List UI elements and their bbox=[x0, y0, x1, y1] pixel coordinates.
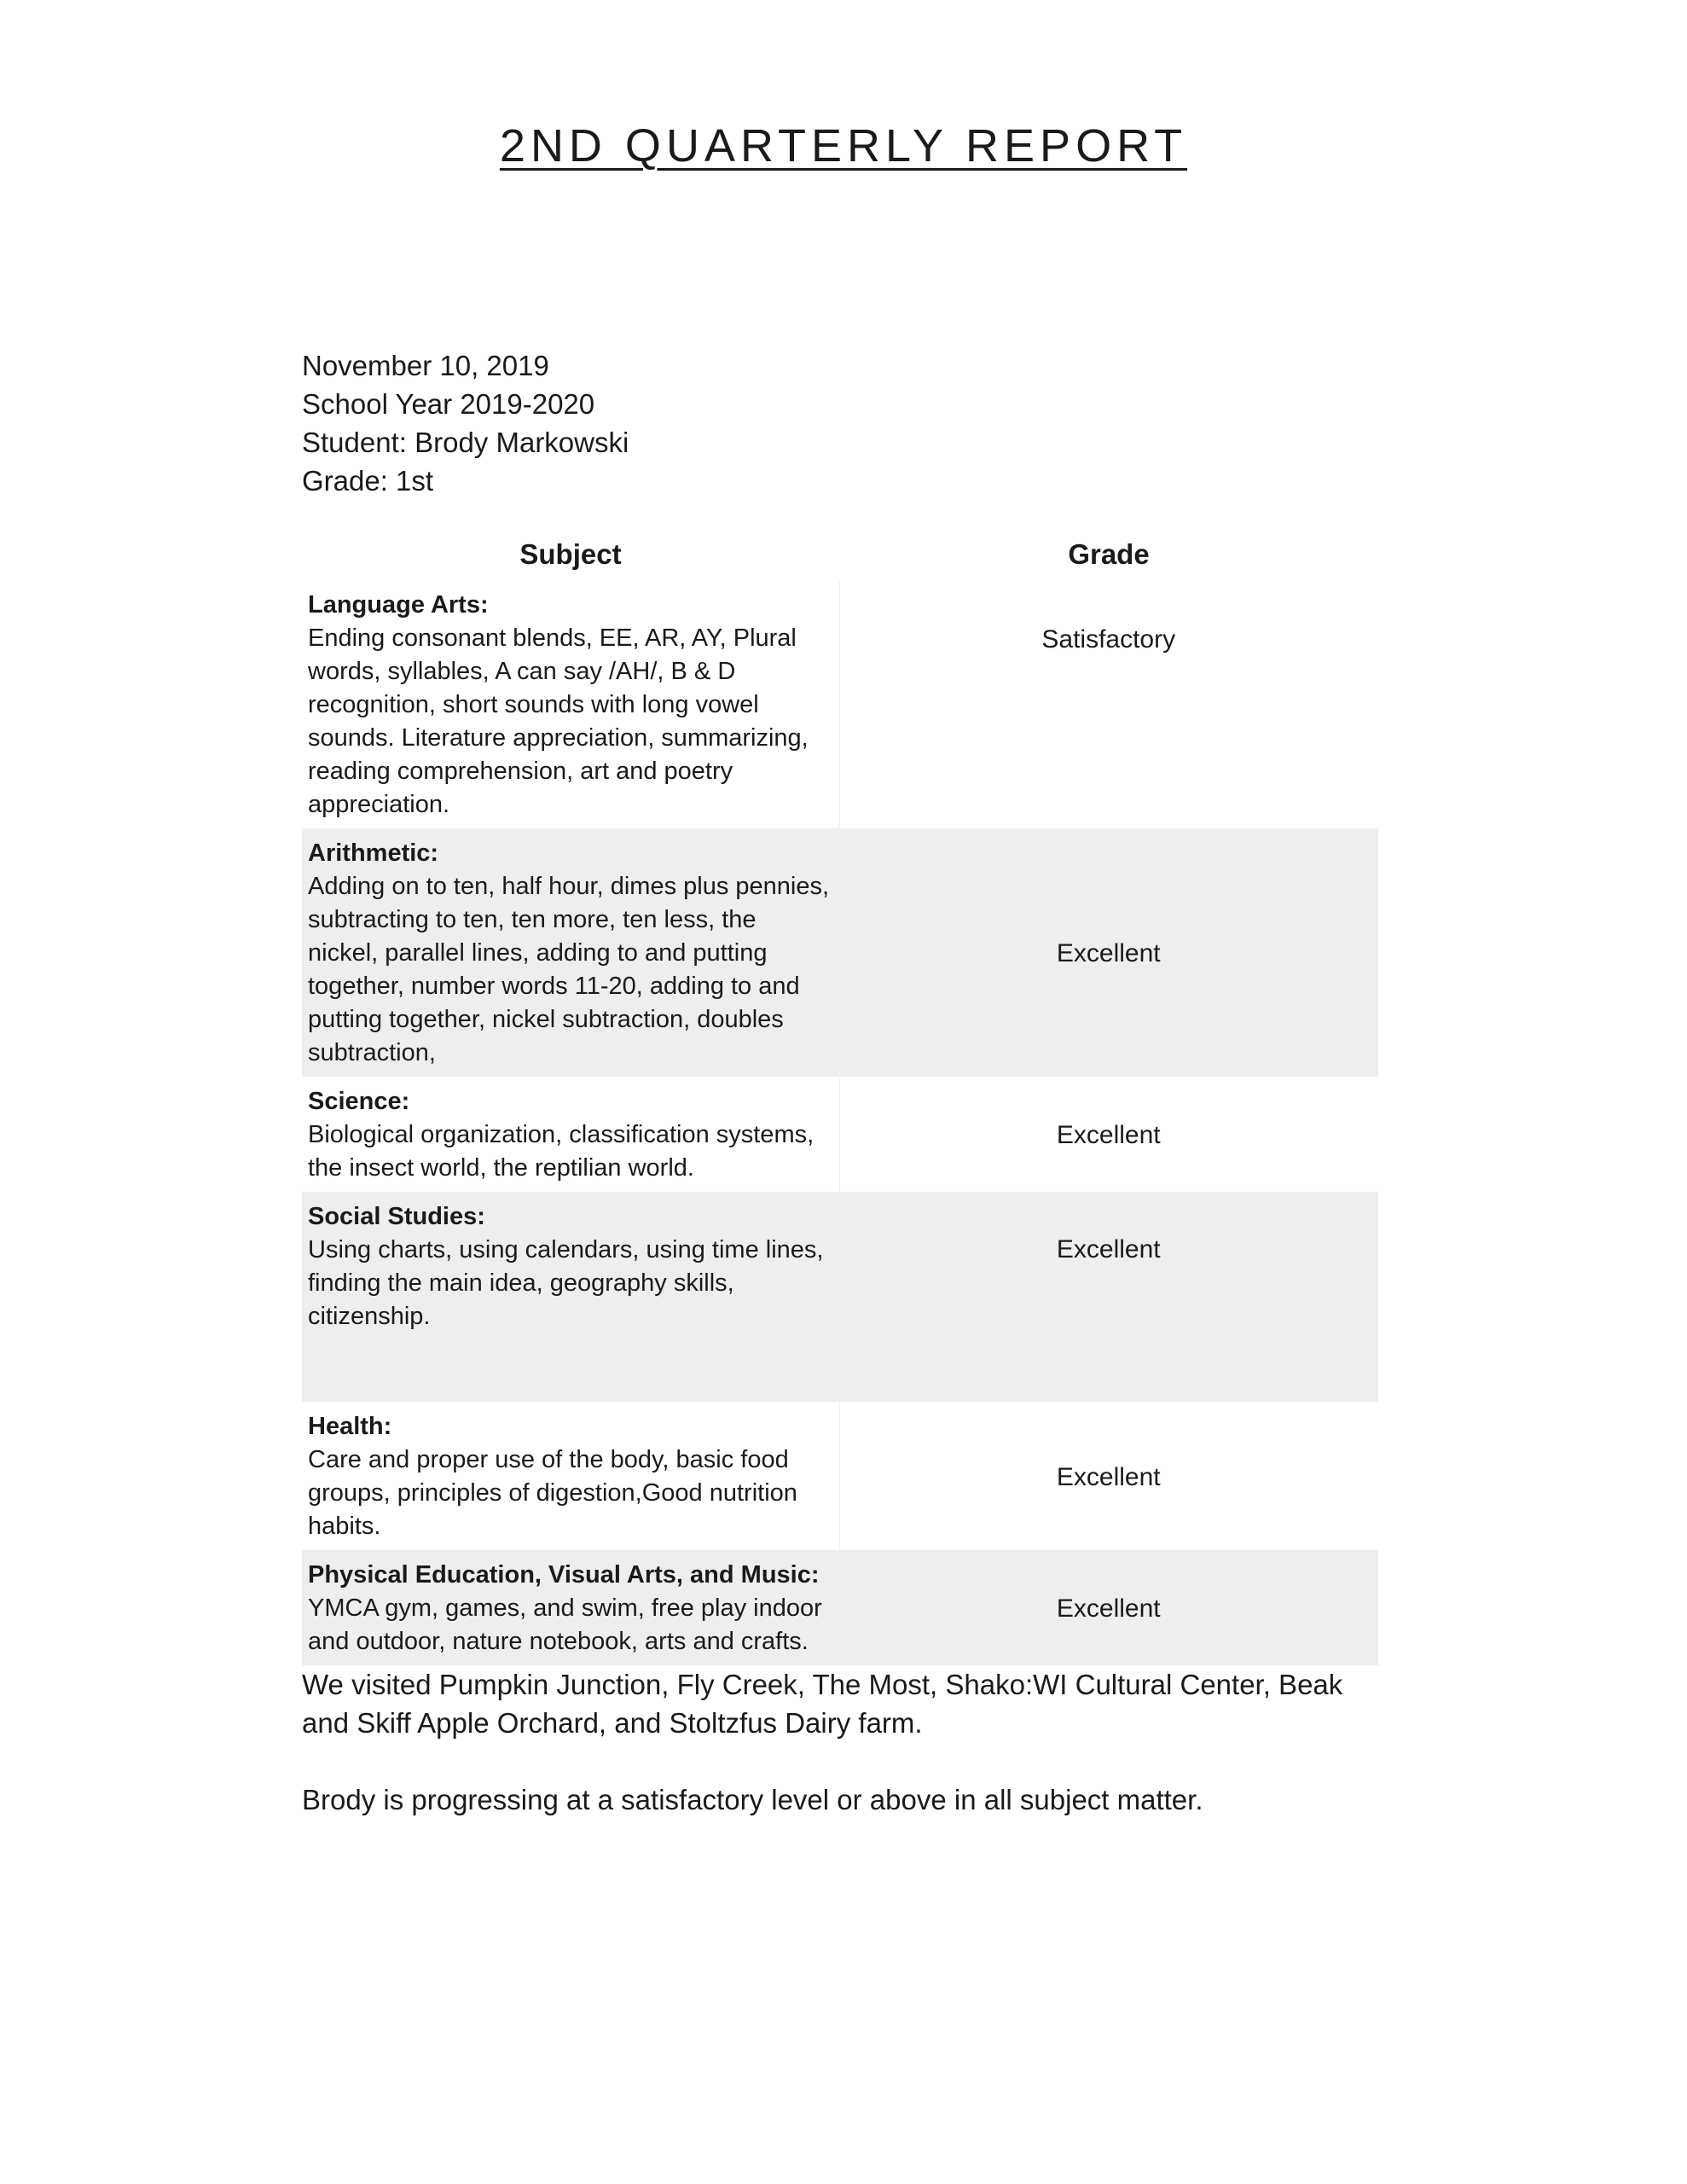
grade-value: Excellent bbox=[839, 1550, 1378, 1665]
table-row bbox=[302, 1077, 1378, 1192]
school-year: School Year 2019-2020 bbox=[302, 388, 595, 420]
subject-description: Biological organization, classification systems, the insect world, the reptilian world. bbox=[308, 1121, 815, 1182]
subject-cell bbox=[302, 1192, 839, 1402]
grade-value: Satisfactory bbox=[1041, 625, 1176, 653]
table-row bbox=[302, 1192, 1378, 1402]
subject-description: Adding on to ten, half hour, dimes plus pennies, subtracting to ten, ten more, ten less, the nickel, parallel lines, adding to and putting together, number words 11-20, adding to and putting together, nickel subtraction, doubles subtraction, bbox=[308, 873, 830, 1066]
subject-name: Physical Education, Visual Arts, and Music: bbox=[308, 1561, 820, 1589]
grade-value: Excellent bbox=[839, 828, 1378, 1077]
subject-description: Care and proper use of the body, basic food groups, principles of digestion,Good nutrition habits. bbox=[308, 1446, 797, 1540]
subject-name: Arithmetic: bbox=[308, 839, 439, 867]
page-title bbox=[0, 119, 1687, 172]
grades-table bbox=[302, 534, 1378, 1665]
subject-cell bbox=[302, 1077, 839, 1192]
table-row bbox=[302, 828, 1378, 1077]
subject-cell bbox=[302, 1402, 839, 1550]
report-meta bbox=[302, 346, 629, 500]
grade-value: Excellent bbox=[1056, 1121, 1161, 1149]
subject-description: YMCA gym, games, and swim, free play indoor and outdoor, nature notebook, arts and crafts. bbox=[308, 1594, 822, 1655]
subject-name: Science: bbox=[308, 1088, 410, 1115]
grade-value: Excellent bbox=[839, 1192, 1378, 1402]
report-notes bbox=[302, 1665, 1385, 1857]
subject-column-header: Subject bbox=[519, 538, 622, 570]
grade-column-header: Grade bbox=[1068, 538, 1150, 570]
subject-description: Ending consonant blends, EE, AR, AY, Plural words, syllables, A can say /AH/, B & D recognition, short sounds with long vowel sounds. Literature appreciation, summarizing, reading comprehension, art and poetry appreciation. bbox=[308, 624, 809, 818]
table-row bbox=[302, 1550, 1378, 1665]
student-name: Student: Brody Markowski bbox=[302, 427, 629, 458]
subject-cell bbox=[302, 828, 839, 1077]
subject-name: Social Studies: bbox=[308, 1203, 485, 1230]
subject-cell bbox=[302, 1550, 839, 1665]
report-date: November 10, 2019 bbox=[302, 350, 549, 381]
grade-level: Grade: 1st bbox=[302, 465, 434, 497]
subject-name: Language Arts: bbox=[308, 591, 489, 619]
subject-description: Using charts, using calendars, using time lines, finding the main idea, geography skills, citizenship. bbox=[308, 1236, 824, 1330]
page-title-text: 2ND QUARTERLY REPORT bbox=[499, 120, 1188, 171]
field-trips-note: We visited Pumpkin Junction, Fly Creek, The Most, Shako:WI Cultural Center, Beak and Skiff Apple Orchard, and Stoltzfus Dairy farm. bbox=[302, 1669, 1343, 1739]
subject-name: Health: bbox=[308, 1413, 392, 1440]
table-row bbox=[302, 1402, 1378, 1550]
table-header-row bbox=[302, 534, 1378, 580]
grade-value: Excellent bbox=[1056, 1462, 1161, 1491]
table-row bbox=[302, 580, 1378, 828]
progress-summary: Brody is progressing at a satisfactory level or above in all subject matter. bbox=[302, 1784, 1203, 1815]
subject-cell bbox=[302, 580, 839, 828]
